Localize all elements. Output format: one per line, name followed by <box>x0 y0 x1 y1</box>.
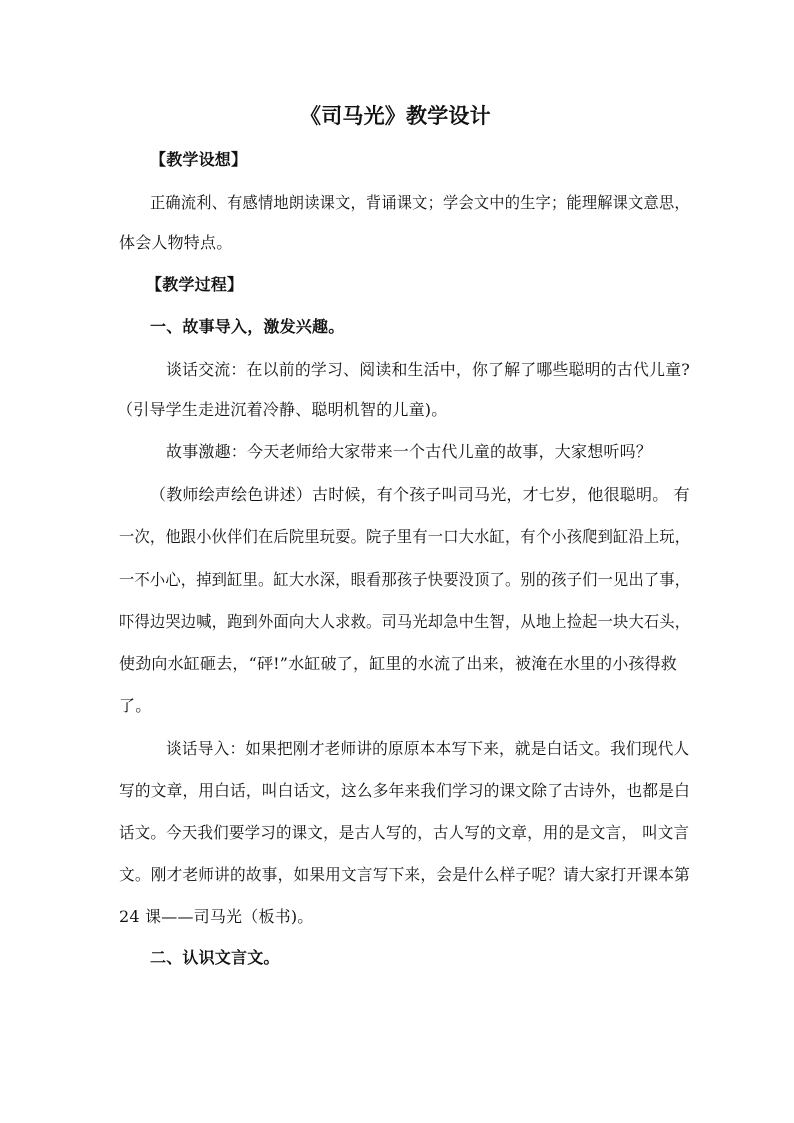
paragraph-line: 体会人物特点。 <box>119 233 233 252</box>
paragraph-line: 一不小心，掉到缸里。缸大水深，眼看那孩子快要没顶了。别的孩子们一见出了事， <box>119 570 691 589</box>
paragraph-line: 24 课——司马光（板书)。 <box>119 907 314 926</box>
paragraph-line: （引导学生走进沉着冷静、聪明机智的儿童)。 <box>117 400 448 419</box>
step-heading-2: 二、认识文言文。 <box>150 948 280 967</box>
section-heading-design: 【教学设想】 <box>150 150 248 169</box>
section-heading-process: 【教学过程】 <box>146 275 244 294</box>
paragraph-line: 写的文章，用白话，叫白话文，这么多年来我们学习的课文除了古诗外，也都是白 <box>119 781 690 800</box>
paragraph-line: 谈话交流：在以前的学习、阅读和生活中，你了解了哪些聪明的古代儿童? <box>166 360 691 379</box>
paragraph-line: 一次，他跟小伙伴们在后院里玩耍。院子里有一口大水缸，有个小孩爬到缸沿上玩， <box>119 527 691 546</box>
paragraph-line: 谈话导入：如果把刚才老师讲的原原本本写下来，就是白话文。我们现代人 <box>166 739 690 758</box>
paragraph-line: 了。 <box>119 696 152 715</box>
paragraph-line: 正确流利、有感情地朗读课文，背诵课文；学会文中的生字；能理解课文意思， <box>150 193 690 212</box>
paragraph-line: （教师绘声绘色讲述）古时候，有个孩子叫司马光，才七岁，他很聪明。 有 <box>150 485 690 504</box>
step-heading-1: 一、故事导入，激发兴趣。 <box>150 317 345 336</box>
paragraph-line: 话文。今天我们要学习的课文，是古人写的，古人写的文章，用的是文言， 叫文言 <box>119 823 690 842</box>
document-title: 《司马光》教学设计 <box>300 104 491 128</box>
paragraph-line: 使劲向水缸砸去，“砰!”水缸破了，缸里的水流了出来，被淹在水里的小孩得救 <box>119 654 677 673</box>
paragraph-line: 吓得边哭边喊，跑到外面向大人求救。司马光却急中生智，从地上捡起一块大石头， <box>119 612 691 631</box>
paragraph-line: 故事激趣：今天老师给大家带来一个古代儿童的故事，大家想听吗？ <box>166 442 653 461</box>
paragraph-line: 文。刚才老师讲的故事，如果用文言写下来，会是什么样子呢？请大家打开课本第 <box>119 865 690 884</box>
